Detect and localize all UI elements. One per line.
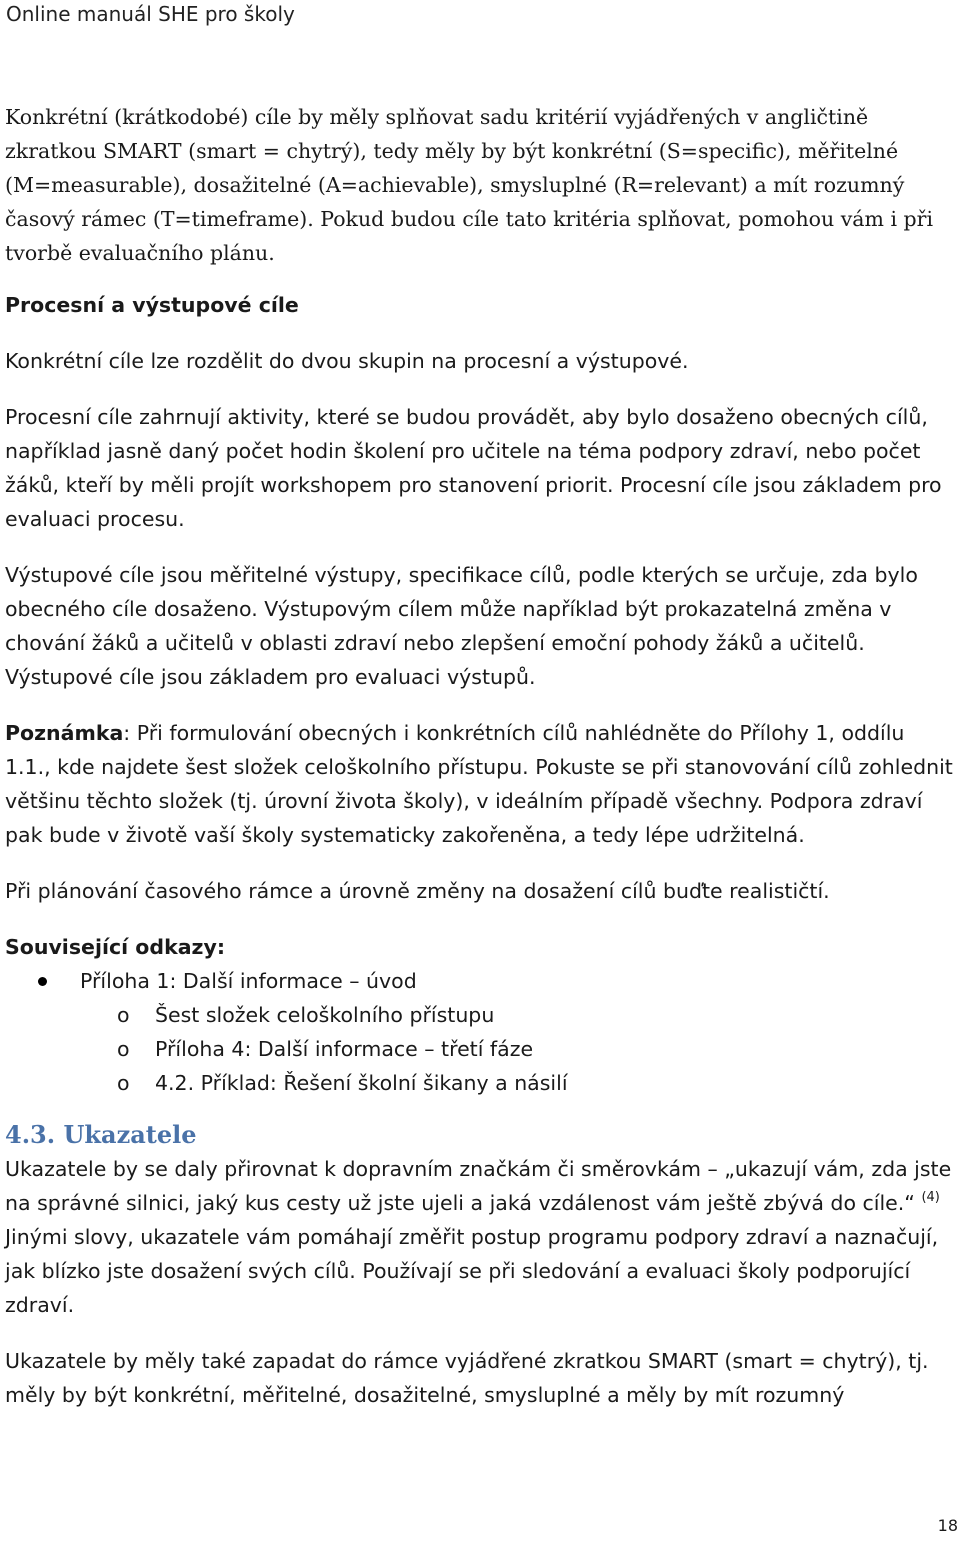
bullet-icon — [38, 977, 47, 986]
note-paragraph — [5, 716, 955, 852]
link-six-components[interactable]: Šest složek celoškolního přístupu — [155, 1003, 495, 1027]
subheading-process-output-goals: Procesní a výstupové cíle — [5, 293, 299, 317]
indicators-text-after: Jinými slovy, ukazatele vám pomáhají změřit postup programu podpory zdraví a naznačují, jak blízko jste dosažení svých cílů. Používají se při sledování a evaluaci školy podporující zdraví. — [5, 1225, 939, 1317]
link-example-4-2[interactable]: 4.2. Příklad: Řešení školní šikany a násilí — [155, 1071, 568, 1095]
smart-intro-paragraph: Konkrétní (krátkodobé) cíle by měly splňovat sadu kritérií vyjádřených v angličtině zkratkou SMART (smart = chytrý), tedy měly by být konkrétní (S=specific), měřitelné (M=measurable), dosažitelné (A=achievable), smysluplné (R=relevant) a mít rozumný časový rámec (T=timeframe). Pokud budou cíle tato kritéria splňovat, pomohou vám i při tvorbě evaluačního plánu. — [5, 105, 934, 265]
section-heading-indicators: 4.3. Ukazatele — [5, 1120, 197, 1149]
planning-paragraph: Při plánování časového rámce a úrovně změny na dosažení cílů buďte realističtí. — [5, 879, 830, 903]
link-appendix-4[interactable]: Příloha 4: Další informace – třetí fáze — [155, 1037, 534, 1061]
related-links-heading: Související odkazy: — [5, 935, 226, 959]
list-item — [80, 998, 955, 1032]
indicators-paragraph-1 — [5, 1152, 955, 1322]
circle-bullet-icon: o — [117, 1071, 130, 1095]
page-number: 18 — [937, 1516, 958, 1535]
list-item — [80, 1066, 955, 1100]
related-links-sublist — [80, 998, 955, 1100]
note-label: Poznámka — [5, 721, 124, 745]
circle-bullet-icon: o — [117, 1037, 130, 1061]
page-content — [5, 100, 955, 1412]
citation-reference: (4) — [921, 1190, 940, 1205]
note-text: : Při formulování obecných i konkrétních cílů nahlédněte do Přílohy 1, oddílu 1.1., kde najdete šest složek celoškolního přístupu. Pokuste se při stanovování cílů zohlednit většinu těchto složek (tj. úrovní života školy), v ideálním případě všechny. Podpora zdraví pak bude v životě vaší školy systematicky zakořeněna, a tedy lépe udržitelná. — [5, 721, 953, 847]
indicators-paragraph-2: Ukazatele by měly také zapadat do rámce vyjádřené zkratkou SMART (smart = chytrý), tj. měly by být konkrétní, měřitelné, dosažitelné, smysluplné a měly by mít rozumný — [5, 1349, 929, 1407]
process-goals-paragraph: Procesní cíle zahrnují aktivity, které se budou provádět, aby bylo dosaženo obecných cílů, například jasně daný počet hodin školení pro učitele na téma podpory zdraví, nebo počet žáků, kteří by měli projít workshopem pro stanovení priorit. Procesní cíle jsou základem pro evaluaci procesu. — [5, 405, 942, 531]
list-item — [5, 964, 955, 1100]
output-goals-paragraph: Výstupové cíle jsou měřitelné výstupy, specifikace cílů, podle kterých se určuje, zda bylo obecného cíle dosaženo. Výstupovým cílem může například být prokazatelná změna v chování žáků a učitelů v oblasti zdraví nebo zlepšení emoční pohody žáků a učitelů. Výstupové cíle jsou základem pro evaluaci výstupů. — [5, 563, 918, 689]
circle-bullet-icon: o — [117, 1003, 130, 1027]
list-item — [80, 1032, 955, 1066]
link-appendix-1[interactable]: Příloha 1: Další informace – úvod — [80, 969, 417, 993]
running-header: Online manuál SHE pro školy — [6, 2, 295, 26]
related-links-list — [5, 964, 955, 1100]
process-output-paragraph-1: Konkrétní cíle lze rozdělit do dvou skupin na procesní a výstupové. — [5, 349, 689, 373]
indicators-text-before: Ukazatele by se daly přirovnat k dopravním značkám či směrovkám – „ukazují vám, zda jste na správné silnici, jaký kus cesty už jste ujeli a jaká vzdálenost vám ještě zbývá do cíle.“ — [5, 1157, 952, 1215]
